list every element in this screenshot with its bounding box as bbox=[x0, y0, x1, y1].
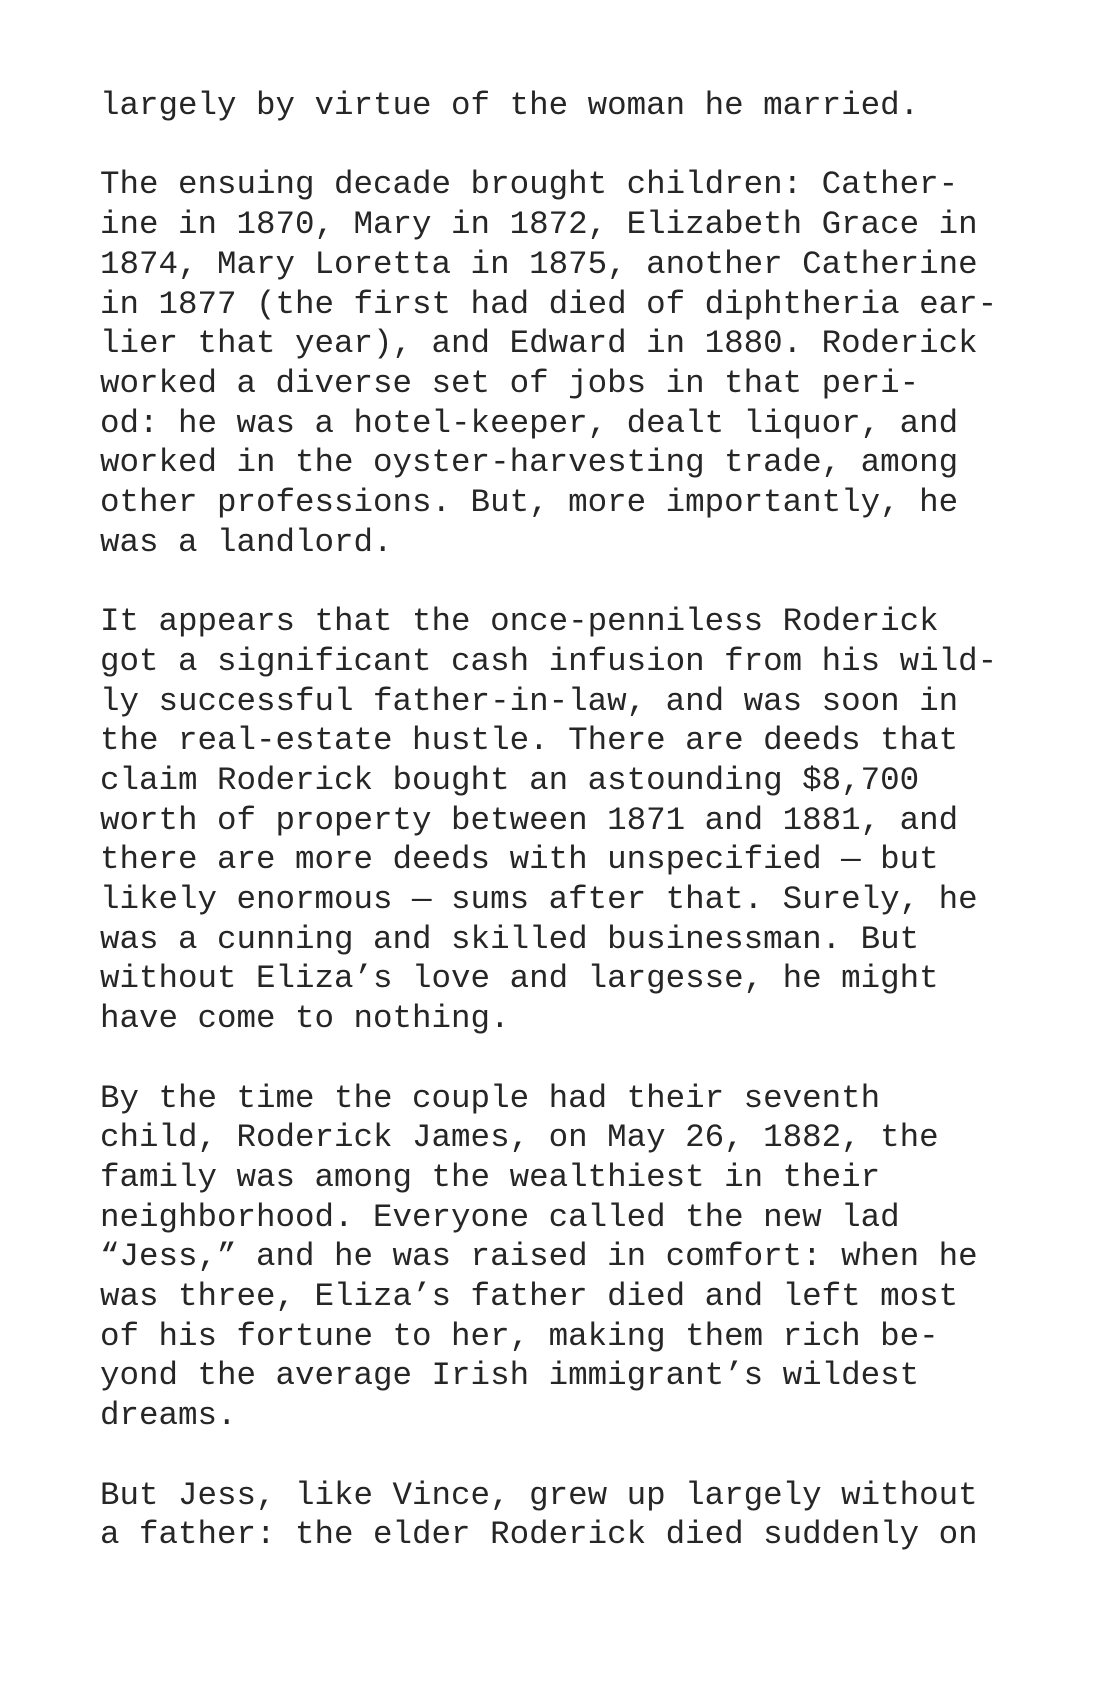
text-line: 1874, Mary Loretta in 1875, another Catherine bbox=[100, 245, 978, 283]
paragraph-4 bbox=[100, 1079, 1060, 1436]
text-line: ly successful father-in-law, and was soon in bbox=[100, 682, 959, 720]
text-line: claim Roderick bought an astounding $8,700 bbox=[100, 761, 920, 799]
text-line: was a cunning and skilled businessman. But bbox=[100, 920, 920, 958]
text-line: have come to nothing. bbox=[100, 1000, 510, 1038]
paragraph-1 bbox=[100, 86, 1060, 126]
text-line: of his fortune to her, making them rich be- bbox=[100, 1317, 939, 1355]
text-line: dreams. bbox=[100, 1397, 237, 1435]
text-line: neighborhood. Everyone called the new lad bbox=[100, 1198, 900, 1236]
text-line: It appears that the once-penniless Roderick bbox=[100, 603, 939, 641]
text-line: lier that year), and Edward in 1880. Roderick bbox=[100, 325, 978, 363]
text-line: likely enormous — sums after that. Surely, he bbox=[100, 881, 978, 919]
document-page bbox=[100, 86, 1060, 1595]
text-line: “Jess,” and he was raised in comfort: when he bbox=[100, 1238, 978, 1276]
text-line: other professions. But, more importantly, he bbox=[100, 484, 959, 522]
paragraph-5 bbox=[100, 1476, 1060, 1555]
text-line: But Jess, like Vince, grew up largely without bbox=[100, 1476, 978, 1514]
paragraph-3 bbox=[100, 602, 1060, 1039]
text-line: yond the average Irish immigrant’s wildest bbox=[100, 1357, 920, 1395]
text-line: in 1877 (the first had died of diphtheria ear- bbox=[100, 285, 998, 323]
text-line: worth of property between 1871 and 1881, and bbox=[100, 801, 959, 839]
text-line: family was among the wealthiest in their bbox=[100, 1158, 881, 1196]
text-line: got a significant cash infusion from his wild- bbox=[100, 642, 998, 680]
text-line: worked a diverse set of jobs in that peri- bbox=[100, 364, 920, 402]
text-line: The ensuing decade brought children: Cather- bbox=[100, 166, 959, 204]
text-line: was a landlord. bbox=[100, 523, 393, 561]
text-line: without Eliza’s love and largesse, he might bbox=[100, 960, 939, 998]
text-line: worked in the oyster-harvesting trade, among bbox=[100, 444, 959, 482]
text-line: largely by virtue of the woman he married. bbox=[100, 87, 920, 124]
text-line: By the time the couple had their seventh bbox=[100, 1079, 881, 1117]
text-line: od: he was a hotel-keeper, dealt liquor, and bbox=[100, 404, 959, 442]
text-line: there are more deeds with unspecified — but bbox=[100, 841, 939, 879]
text-line: the real-estate hustle. There are deeds that bbox=[100, 722, 959, 760]
text-line: ine in 1870, Mary in 1872, Elizabeth Grace in bbox=[100, 206, 978, 244]
paragraph-2 bbox=[100, 165, 1060, 562]
text-line: was three, Eliza’s father died and left most bbox=[100, 1278, 959, 1316]
text-line: child, Roderick James, on May 26, 1882, the bbox=[100, 1119, 939, 1157]
text-line: a father: the elder Roderick died suddenly on bbox=[100, 1516, 978, 1554]
